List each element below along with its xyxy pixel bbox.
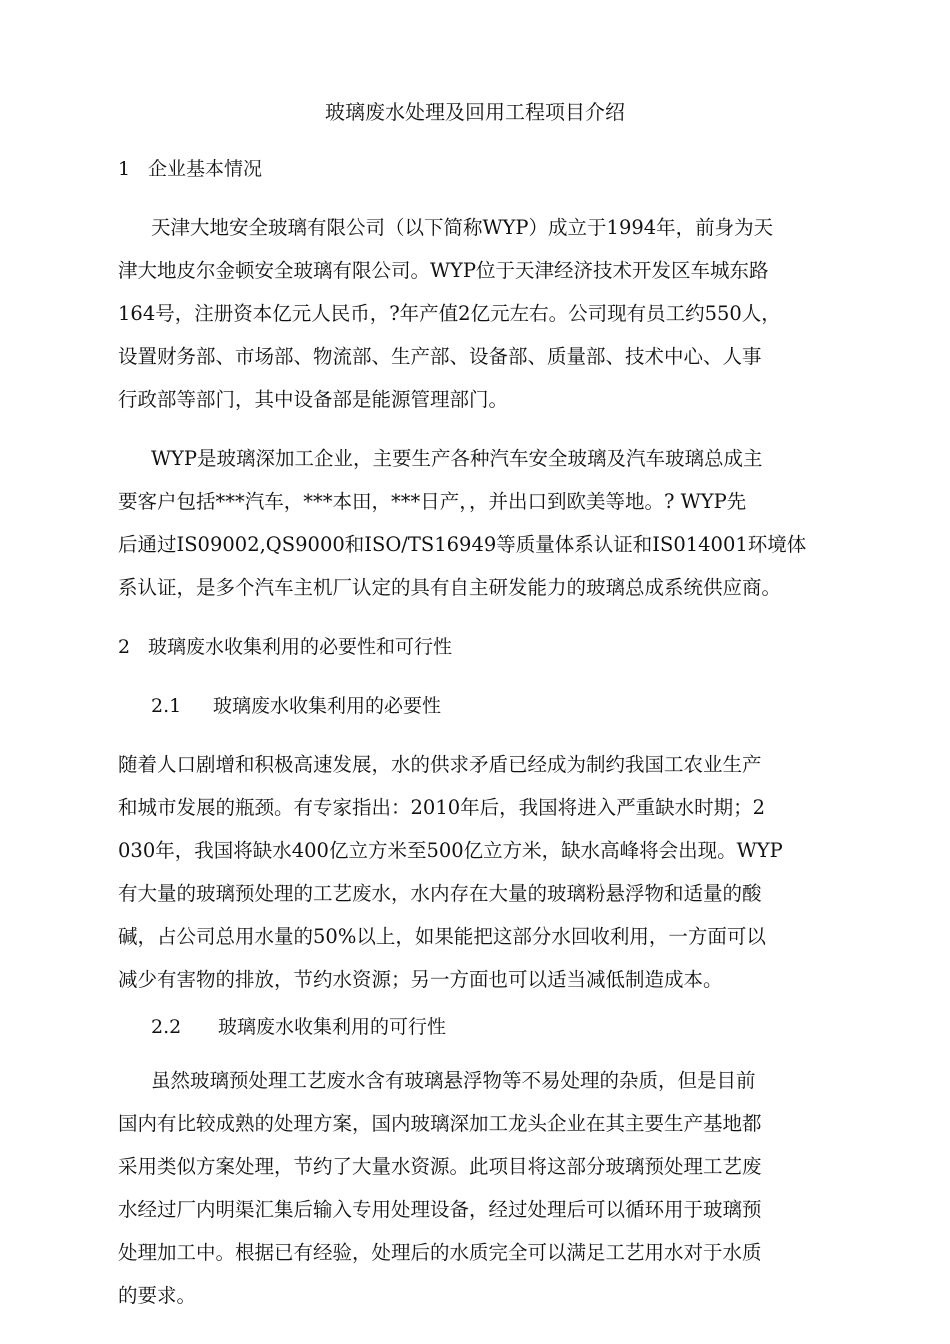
subsection-2-1-number: 2.1 (151, 695, 182, 717)
section-1-title: 企业基本情况 (148, 158, 263, 180)
paragraph-line: 国内有比较成熟的处理方案，国内玻璃深加工龙头企业在其主要生产基地都 (118, 1112, 762, 1135)
paragraph-line: 天津大地安全玻璃有限公司（以下简称WYP）成立于1994年，前身为天 (151, 216, 774, 239)
paragraph-line: 处理加工中。根据已有经验，处理后的水质完全可以满足工艺用水对于水质 (118, 1241, 762, 1264)
paragraph-line: 水经过厂内明渠汇集后输入专用处理设备，经过处理后可以循环用于玻璃预 (118, 1198, 762, 1221)
section-2-heading (118, 632, 452, 662)
paragraph-line: 和城市发展的瓶颈。有专家指出：2010年后，我国将进入严重缺水时期；2 (118, 796, 766, 819)
paragraph-line: 虽然玻璃预处理工艺废水含有玻璃悬浮物等不易处理的杂质，但是目前 (151, 1069, 756, 1092)
subsection-2-2-number: 2.2 (151, 1016, 182, 1038)
section-1-heading (118, 154, 262, 184)
section-2-number: 2 (118, 636, 131, 658)
paragraph-line: 采用类似方案处理，节约了大量水资源。此项目将这部分玻璃预处理工艺废 (118, 1155, 762, 1178)
paragraph-line: 减少有害物的排放，节约水资源；另一方面也可以适当减低制造成本。 (118, 968, 723, 991)
paragraph-line: 系认证，是多个汽车主机厂认定的具有自主研发能力的玻璃总成系统供应商。 (118, 576, 782, 599)
subsection-2-1-heading (151, 691, 441, 721)
paragraph-line: 津大地皮尔金顿安全玻璃有限公司。WYP位于天津经济技术开发区车城东路 (118, 259, 769, 282)
paragraph-line: 030年，我国将缺水400亿立方米至500亿立方米，缺水高峰将会出现。WYP (118, 839, 783, 862)
paragraph-line: WYP是玻璃深加工企业，主要生产各种汽车安全玻璃及汽车玻璃总成主 (151, 447, 763, 470)
subsection-2-1-title: 玻璃废水收集利用的必要性 (213, 695, 442, 717)
paragraph-line: 164号，注册资本亿元人民币，?年产值2亿元左右。公司现有员工约550人， (118, 302, 781, 325)
section-1-number: 1 (118, 158, 131, 180)
subsection-2-2-heading (151, 1012, 446, 1042)
section-2-title: 玻璃废水收集利用的必要性和可行性 (148, 636, 453, 658)
paragraph-line: 设置财务部、市场部、物流部、生产部、设备部、质量部、技术中心、人事 (118, 345, 762, 368)
paragraph-line: 碱，占公司总用水量的50%以上，如果能把这部分水回收利用，一方面可以 (118, 925, 766, 948)
document-title: 玻璃废水处理及回用工程项目介绍 (325, 100, 625, 124)
paragraph-line: 的要求。 (118, 1284, 197, 1307)
paragraph-line: 后通过IS09002,QS9000和ISO/TS16949等质量体系认证和IS014001环境体 (118, 533, 807, 556)
paragraph-line: 随着人口剧增和积极高速发展，水的供求矛盾已经成为制约我国工农业生产 (118, 753, 762, 776)
paragraph-line: 有大量的玻璃预处理的工艺废水，水内存在大量的玻璃粉悬浮物和适量的酸 (118, 882, 762, 905)
paragraph-line: 行政部等部门，其中设备部是能源管理部门。 (118, 388, 509, 411)
subsection-2-2-title: 玻璃废水收集利用的可行性 (218, 1016, 447, 1038)
paragraph-line: 要客户包括***汽车，***本田，***日产，，并出口到欧美等地。? WYP先 (118, 490, 747, 513)
